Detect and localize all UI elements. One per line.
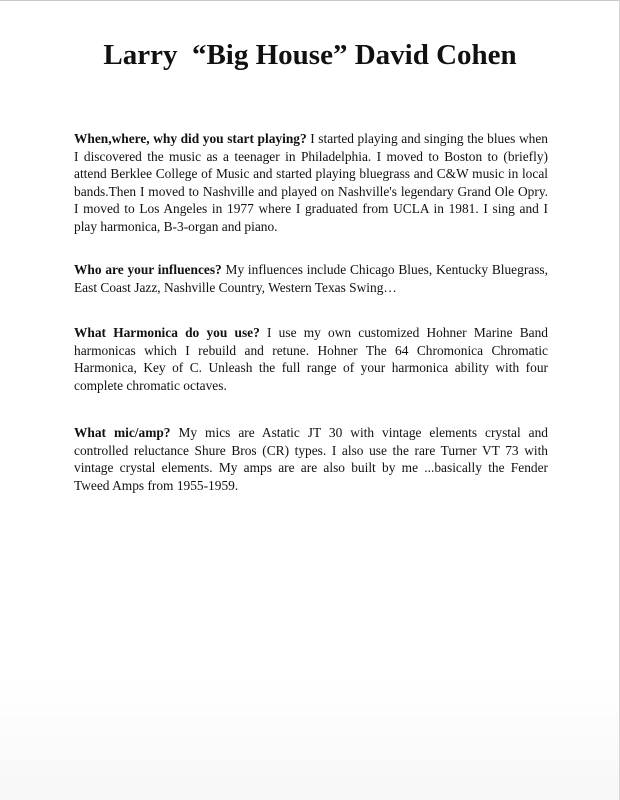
qa-section-start-playing	[74, 130, 548, 236]
page-title: Larry “Big House” David Cohen	[103, 39, 517, 71]
qa-section-mic-amp	[74, 424, 548, 494]
answer-mic-amp: My mics are Astatic JT 30 with vintage elements crystal and controlled reluctance Shure Bros (CR) types. I also use the rare Turner VT 73 with vintage crystal elements. My amps are are also built by me ...basically the Fender Tweed Amps from 1955-1959.	[74, 425, 548, 493]
question-influences: Who are your influences?	[74, 262, 222, 277]
answer-start-playing: I started playing and singing the blues when I discovered the music as a teenager in Philadelphia. I moved to Boston to (briefly) attend Berklee College of Music and started playing bluegrass and C&W music in local bands.Then I moved to Nashville and played on Nashville's legendary Grand Ole Opry. I moved to Los Angeles in 1977 where I graduated from UCLA in 1981. I sing and I play harmonica, B-3-organ and piano.	[74, 131, 548, 234]
question-harmonica: What Harmonica do you use?	[74, 325, 260, 340]
qa-section-influences	[74, 261, 548, 296]
answer-harmonica: I use my own customized Hohner Marine Band harmonicas which I rebuild and retune. Hohner The 64 Chromonica Chromatic Harmonica, Key of C. Unleash the full range of your harmonica ability with four complete chromatic octaves.	[74, 325, 548, 393]
qa-section-harmonica	[74, 324, 548, 394]
question-start-playing: When,where, why did you start playing?	[74, 131, 307, 146]
answer-influences: My influences include Chicago Blues, Kentucky Bluegrass, East Coast Jazz, Nashville Country, Western Texas Swing…	[74, 262, 548, 295]
question-mic-amp: What mic/amp?	[74, 425, 171, 440]
